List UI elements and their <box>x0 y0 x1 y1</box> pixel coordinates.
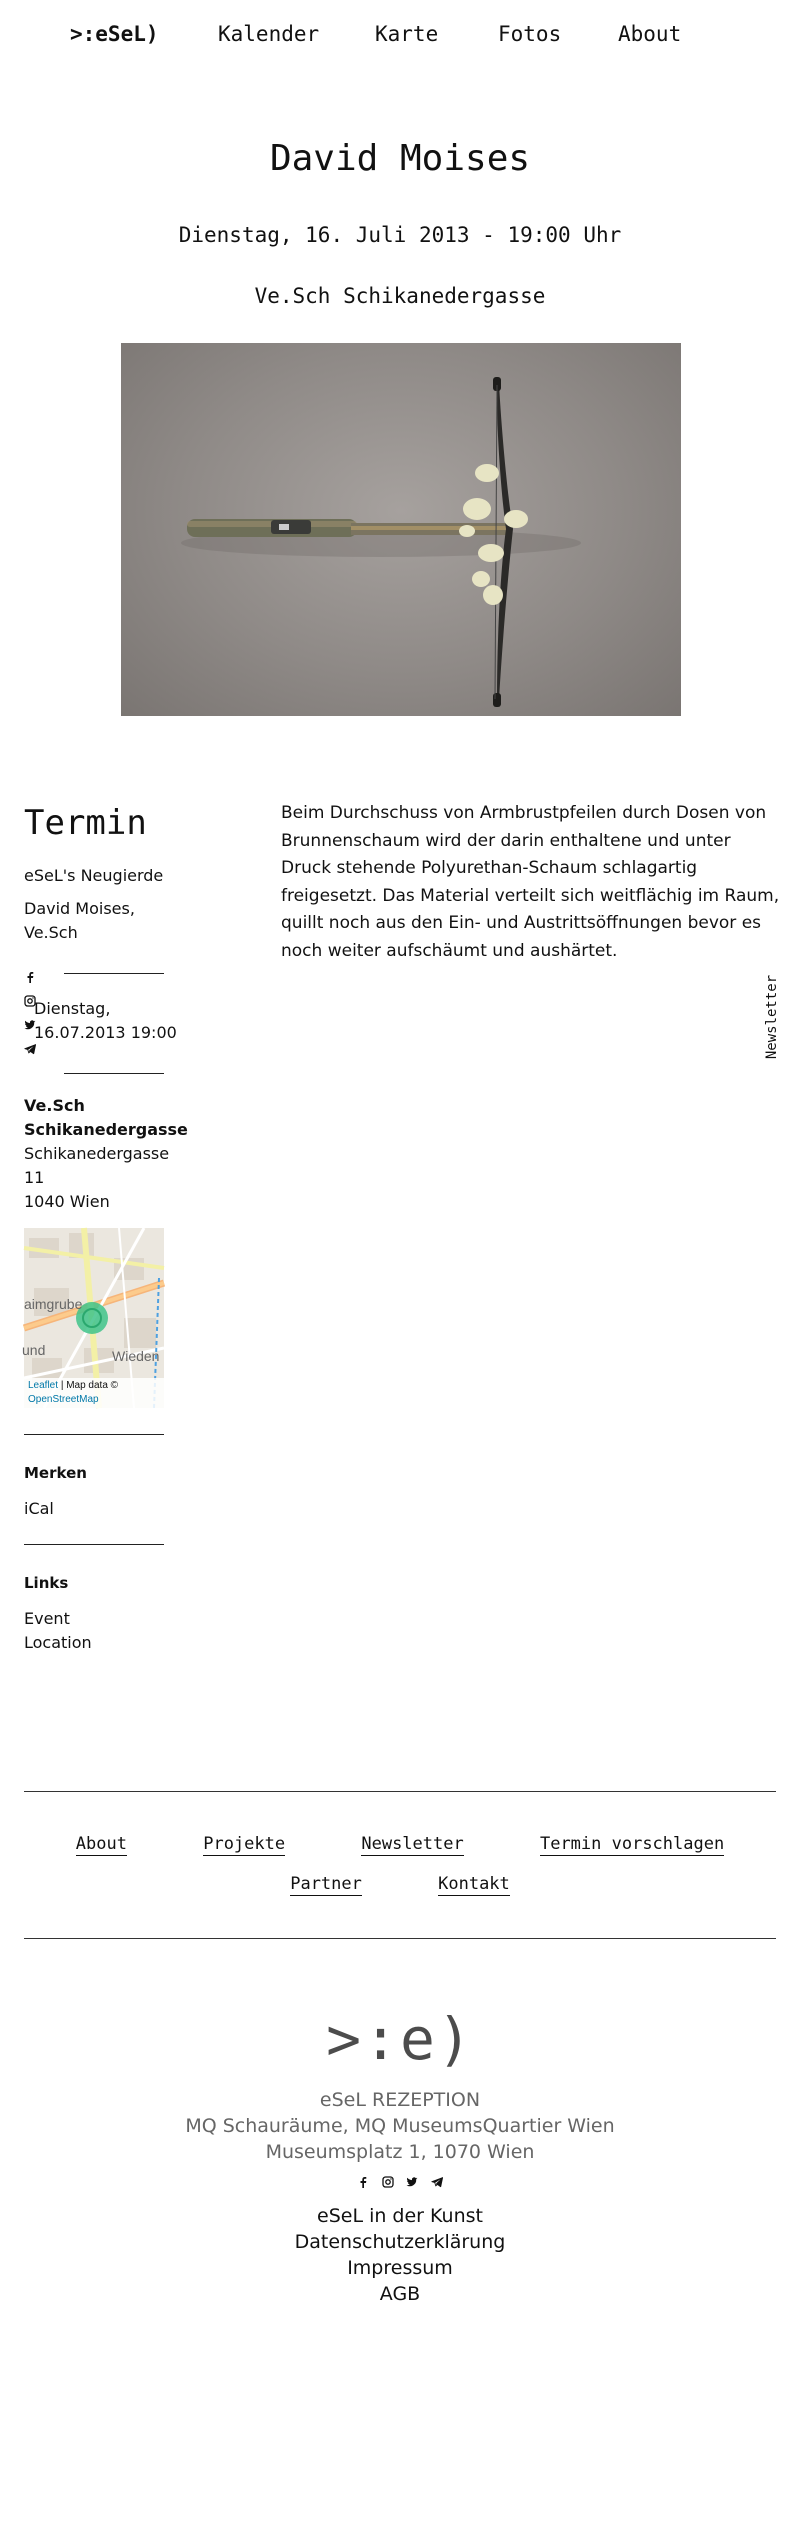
footer-address-1: eSeL REZEPTION <box>319 2089 481 2111</box>
footer-termin-vorschlagen[interactable]: Termin vorschlagen <box>539 1834 725 1854</box>
sidebar-who <box>24 897 135 945</box>
event-link[interactable]: Event <box>24 1609 70 1628</box>
merken-heading: Merken <box>24 1464 87 1482</box>
footer-links-row1 <box>0 1833 800 1856</box>
leaflet-link[interactable]: Leaflet <box>28 1380 59 1391</box>
map-label-2: und <box>22 1342 46 1358</box>
footer-address <box>0 2087 800 2165</box>
footer-logo[interactable]: >:e) <box>326 2005 474 2073</box>
sidebar-date-day: Dienstag, <box>34 999 111 1018</box>
logo-link[interactable]: >:eSeL) <box>70 22 159 46</box>
footer-kontakt[interactable]: Kontakt <box>438 1874 510 1894</box>
footer-projekte[interactable]: Projekte <box>203 1834 286 1854</box>
event-venue: Ve.Sch Schikanedergasse <box>254 284 546 308</box>
footer-about[interactable]: About <box>75 1834 127 1854</box>
telegram-icon[interactable] <box>431 2176 443 2192</box>
footer-divider <box>24 1791 776 1792</box>
footer-address-2: MQ Schauräume, MQ MuseumsQuartier Wien <box>185 2115 615 2137</box>
footer-divider <box>24 1938 776 1939</box>
footer-datenschutz[interactable]: Datenschutzerklärung <box>294 2231 506 2253</box>
location-name-2: Schikanedergasse <box>24 1120 188 1139</box>
footer-newsletter[interactable]: Newsletter <box>361 1834 464 1854</box>
nav-fotos[interactable]: Fotos <box>498 22 562 46</box>
divider <box>64 1073 164 1074</box>
event-image <box>121 343 681 716</box>
footer-agb[interactable]: AGB <box>379 2283 421 2305</box>
location-name-1: Ve.Sch <box>24 1096 85 1115</box>
twitter-icon[interactable] <box>406 2176 418 2192</box>
nav-kalender[interactable]: Kalender <box>218 22 320 46</box>
sidebar-who-venue: Ve.Sch <box>24 923 78 942</box>
instagram-icon[interactable] <box>382 2176 394 2192</box>
sidebar-subheading: eSeL's Neugierde <box>24 866 164 885</box>
map-label-3: Wieden <box>112 1348 160 1364</box>
footer-esel-in-der-kunst[interactable]: eSeL in der Kunst <box>317 2205 483 2227</box>
top-nav <box>70 22 730 52</box>
location-link[interactable]: Location <box>24 1633 92 1652</box>
location-street-2: 11 <box>24 1168 45 1187</box>
facebook-icon[interactable] <box>357 2176 369 2192</box>
map-label-1: aimgrube <box>24 1296 83 1312</box>
location-map[interactable] <box>24 1228 164 1408</box>
event-title: David Moises <box>269 138 531 179</box>
event-date: Dienstag, 16. Juli 2013 - 19:00 Uhr <box>178 223 622 247</box>
divider <box>24 1434 164 1435</box>
ical-link[interactable]: iCal <box>24 1499 54 1518</box>
osm-link[interactable]: OpenStreetMap <box>28 1394 99 1405</box>
merken-section <box>24 1461 164 1521</box>
divider <box>64 973 164 974</box>
sidebar-date-time: 16.07.2013 19:00 <box>34 1023 177 1042</box>
newsletter-tab-label: Newsletter <box>764 974 780 1060</box>
sidebar-date <box>34 997 177 1045</box>
nav-about[interactable]: About <box>618 22 682 46</box>
footer-impressum[interactable]: Impressum <box>347 2257 453 2279</box>
footer-partner[interactable]: Partner <box>290 1874 362 1894</box>
sidebar-address <box>24 1094 188 1214</box>
links-section <box>24 1571 164 1655</box>
map-attribution <box>24 1378 164 1408</box>
location-street-1: Schikanedergasse <box>24 1144 170 1163</box>
footer-links-row2 <box>0 1873 800 1896</box>
sidebar-heading: Termin <box>24 803 147 843</box>
sidebar-who-artist: David Moises, <box>24 899 135 918</box>
map-attribution-text: | Map data © <box>60 1380 119 1391</box>
facebook-icon[interactable] <box>24 968 44 992</box>
divider <box>24 1544 164 1545</box>
location-city: 1040 Wien <box>24 1192 110 1211</box>
footer-address-3: Museumsplatz 1, 1070 Wien <box>265 2141 535 2163</box>
nav-karte[interactable]: Karte <box>375 22 439 46</box>
footer-legal-links <box>0 2203 800 2307</box>
newsletter-tab[interactable] <box>760 975 784 1059</box>
footer-social <box>0 2176 800 2192</box>
event-sidebar <box>22 800 188 1652</box>
event-description: Beim Durchschuss von Armbrustpfeilen durch Dosen von Brunnenschaum wird der darin enthaltene und unter Druck stehende Polyurethan-Schaum schlagartig freigesetzt. Das Material verteilt sich weitflächig im Raum, quillt noch aus den Ein- und Austrittsöffnungen bevor es noch weiter aufschäumt und aushärtet. <box>281 803 780 961</box>
links-heading: Links <box>24 1574 69 1592</box>
